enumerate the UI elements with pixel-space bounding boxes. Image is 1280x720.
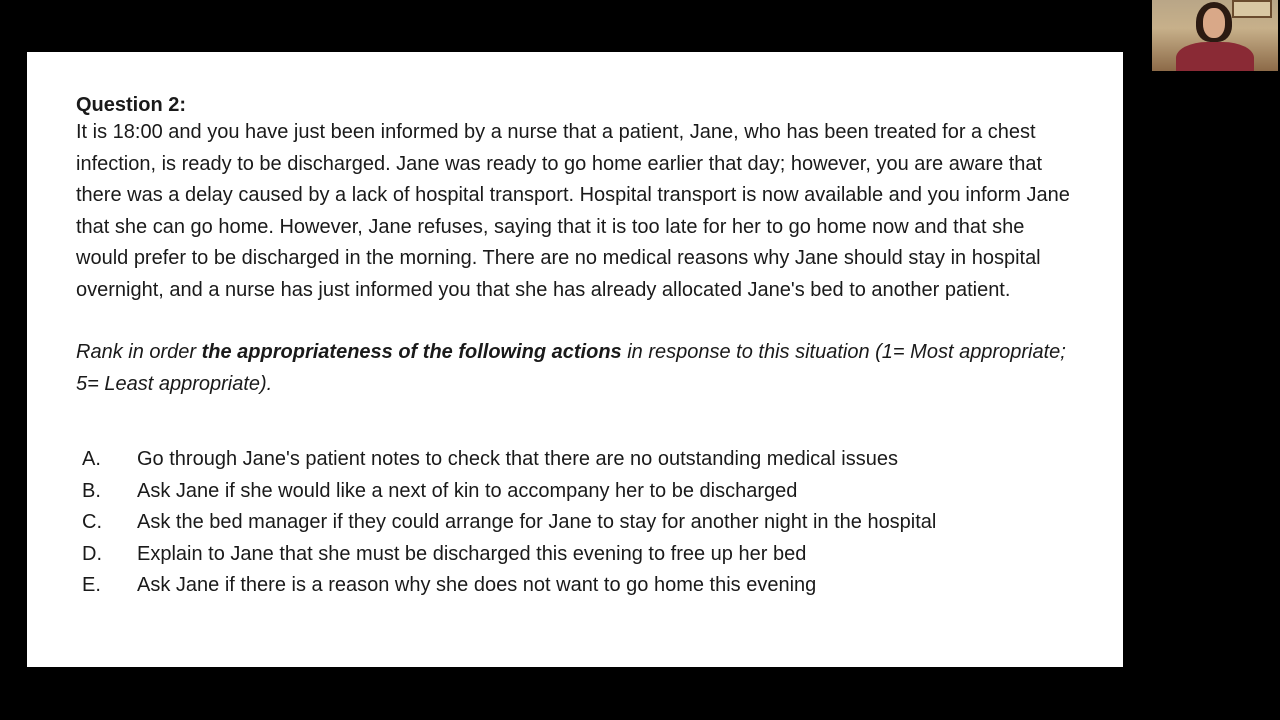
option-e xyxy=(76,570,1076,602)
option-text: Ask Jane if there is a reason why she does not want to go home this evening xyxy=(137,574,817,596)
ranking-instruction xyxy=(76,337,1076,400)
option-letter: C. xyxy=(82,511,102,533)
answer-options-list xyxy=(76,444,1076,602)
slide-content xyxy=(76,93,1076,602)
instruction-prefix: Rank in order xyxy=(76,341,202,363)
option-letter: D. xyxy=(82,542,102,565)
option-letter: B. xyxy=(82,479,101,502)
question-title: Question 2: xyxy=(76,94,187,116)
presentation-slide xyxy=(27,52,1123,667)
instruction-emphasis: the appropriateness of the following actions xyxy=(201,341,622,363)
question-scenario: It is 18:00 and you have just been informed by a nurse that a patient, Jane, who has been treated for a chest infection, is ready to be discharged. Jane was ready to go home earlier that day; however, you are aware that there was a delay caused by a lack of hospital transport. Hospital transport is now available and you inform Jane that she can go home. However, Jane refuses, saying that it is too late for her to go home now and that she would prefer to be discharged in the morning. There are no medical reasons why Jane should stay in hospital overnight, and a nurse has just informed you that she has already allocated Jane's bed to another patient. xyxy=(76,121,1070,301)
option-b xyxy=(76,476,1076,508)
option-text: Ask Jane if she would like a next of kin to accompany her to be discharged xyxy=(137,479,798,502)
picture-frame-background xyxy=(1232,0,1272,18)
option-d xyxy=(76,539,1076,571)
option-a xyxy=(76,444,1076,476)
option-text: Explain to Jane that she must be discharged this evening to free up her bed xyxy=(137,542,807,565)
instruction-suffix: in response to this situation (1= Most appropriate; 5= Least appropriate). xyxy=(76,341,1066,395)
option-letter: E. xyxy=(82,574,101,596)
presenter-face xyxy=(1203,8,1225,38)
option-text: Go through Jane's patient notes to check that there are no outstanding medical issues xyxy=(137,448,898,470)
option-letter: A. xyxy=(82,448,101,470)
option-c xyxy=(76,507,1076,539)
presenter-body xyxy=(1176,42,1254,71)
option-text: Ask the bed manager if they could arrange for Jane to stay for another night in the hospital xyxy=(137,511,937,533)
webcam-video-thumbnail[interactable] xyxy=(1152,0,1278,71)
